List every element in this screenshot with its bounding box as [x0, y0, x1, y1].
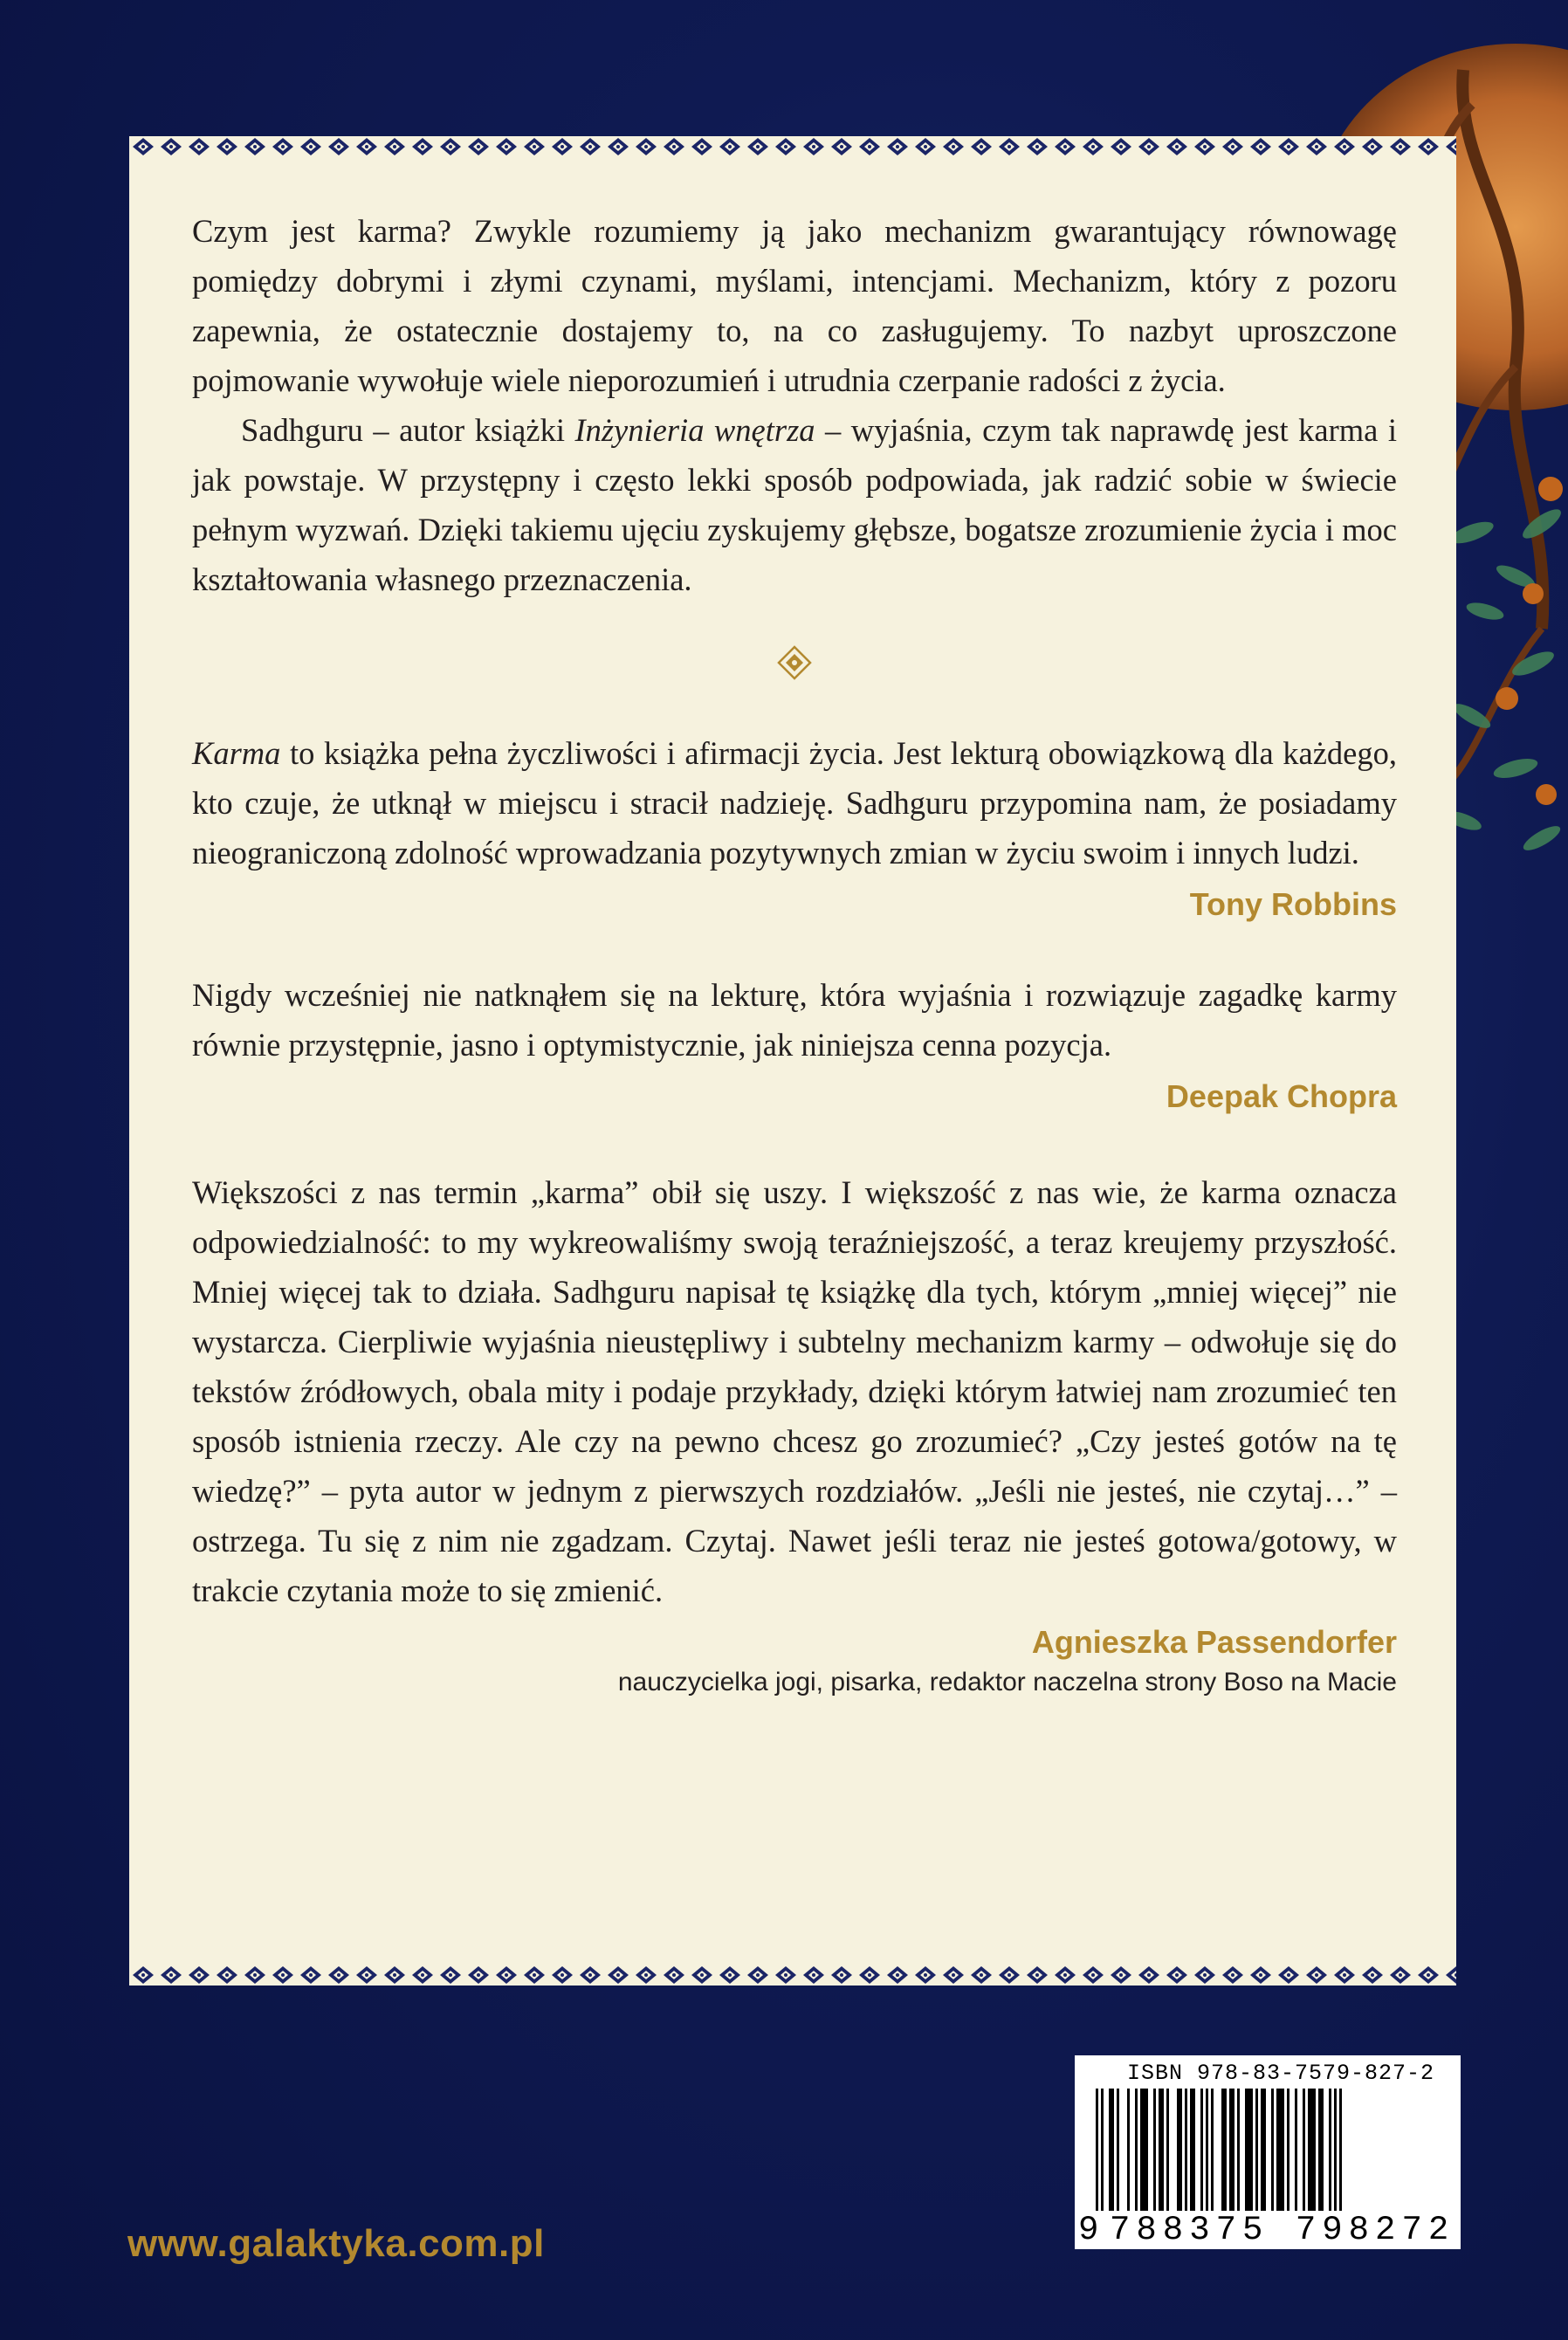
p2-text-after: – wyjaśnia, czym tak naprawdę jest karma i jak powstaje. W przystępny i często lekki sposób podpowiada, jak radzić sobie w świecie pełnym wyzwań. Dzięki takiemu ujęciu zyskujemy głębsze, bogatsze zrozumienie życia i moc kształtowania własnego przeznaczenia. — [192, 412, 1397, 597]
quote-title-word: Karma — [192, 735, 281, 771]
quote-deepak-chopra: Nigdy wcześniej nie natknąłem się na lekturę, która wyjaśnia i rozwiązuje zagadkę karmy równie przystępnie, jasno i optymistycznie, jak niniejsza cenna pozycja. — [192, 977, 1397, 1063]
book-title-reference: Inżynieria wnętrza — [574, 412, 815, 448]
quote-author: Agnieszka Passendorfer — [1031, 1624, 1397, 1660]
intro-paragraph-2 — [192, 405, 1397, 604]
ornamental-border-top — [129, 136, 1456, 157]
ean-digits: 788375 798272 — [1110, 2211, 1455, 2249]
publisher-website[interactable]: www.galaktyka.com.pl — [127, 2222, 545, 2265]
description-text — [192, 206, 1397, 1701]
p2-text-before: Sadhguru – autor książki — [241, 412, 575, 448]
quote-tony-robbins — [192, 728, 1397, 878]
ean-first-digit: 9 — [1078, 2211, 1101, 2249]
quote-author: Tony Robbins — [1189, 886, 1397, 922]
divider-ornament — [192, 644, 1397, 679]
quote-text: to książka pełna życzliwości i afirmacji życia. Jest lekturą obowiązkową dla każdego, kto czuje, że utknął w miejscu i stracił nadzieję. Sadhguru przypomina nam, że posiadamy nieograniczoną zdolność wprowadzania pozytywnych zmian w życiu swoim i innych ludzi. — [192, 735, 1397, 871]
barcode-bars — [1096, 2089, 1445, 2211]
ornamental-border-bottom — [129, 1965, 1456, 1986]
quote-author-role: nauczycielka jogi, pisarka, redaktor naczelna strony Boso na Macie — [617, 1668, 1397, 1696]
quote-author: Deepak Chopra — [1166, 1078, 1397, 1114]
quote-agnieszka-passendorfer: Większości z nas termin „karma” obił się uszy. I większość z nas wie, że karma oznacza odpowiedzialność: to my wykreowaliśmy swoją teraźniejszość, a teraz kreujemy przyszłość. Mniej więcej tak to działa. Sadhguru napisał tę książkę dla tych, którym „mniej więcej” nie wystarcza. Cierpliwie wyjaśnia nieustępliwy i subtelny mechanizm karmy – odwołuje się do tekstów źródłowych, obala mity i podaje przykłady, dzięki którym łatwiej nam zrozumieć ten sposób istnienia rzeczy. Ale czy na pewno chcesz go zrozumieć? „Czy jesteś gotów na tę wiedzę?” – pyta autor w jednym z pierwszych rozdziałów. „Jeśli nie jesteś, nie czytaj…” – ostrzega. Tu się z nim nie zgadzam. Czytaj. Nawet jeśli teraz nie jesteś gotowa/gotowy, w trakcie czytania może to się zmienić. — [192, 1174, 1397, 1608]
isbn-barcode — [1075, 2055, 1461, 2249]
isbn-label: ISBN 978-83-7579-827-2 — [1127, 2061, 1435, 2086]
diamond-ornament-icon — [777, 645, 812, 680]
intro-paragraph: Czym jest karma? Zwykle rozumiemy ją jako mechanizm gwarantujący równowagę pomiędzy dobrymi i złymi czynami, myślami, intencjami. Mechanizm, który z pozoru zapewnia, że ostatecznie dostajemy to, na co zasługujemy. To nazbyt uproszczone pojmowanie wywołuje wiele nieporozumień i utrudnia czerpanie radości z życia. — [192, 213, 1397, 398]
